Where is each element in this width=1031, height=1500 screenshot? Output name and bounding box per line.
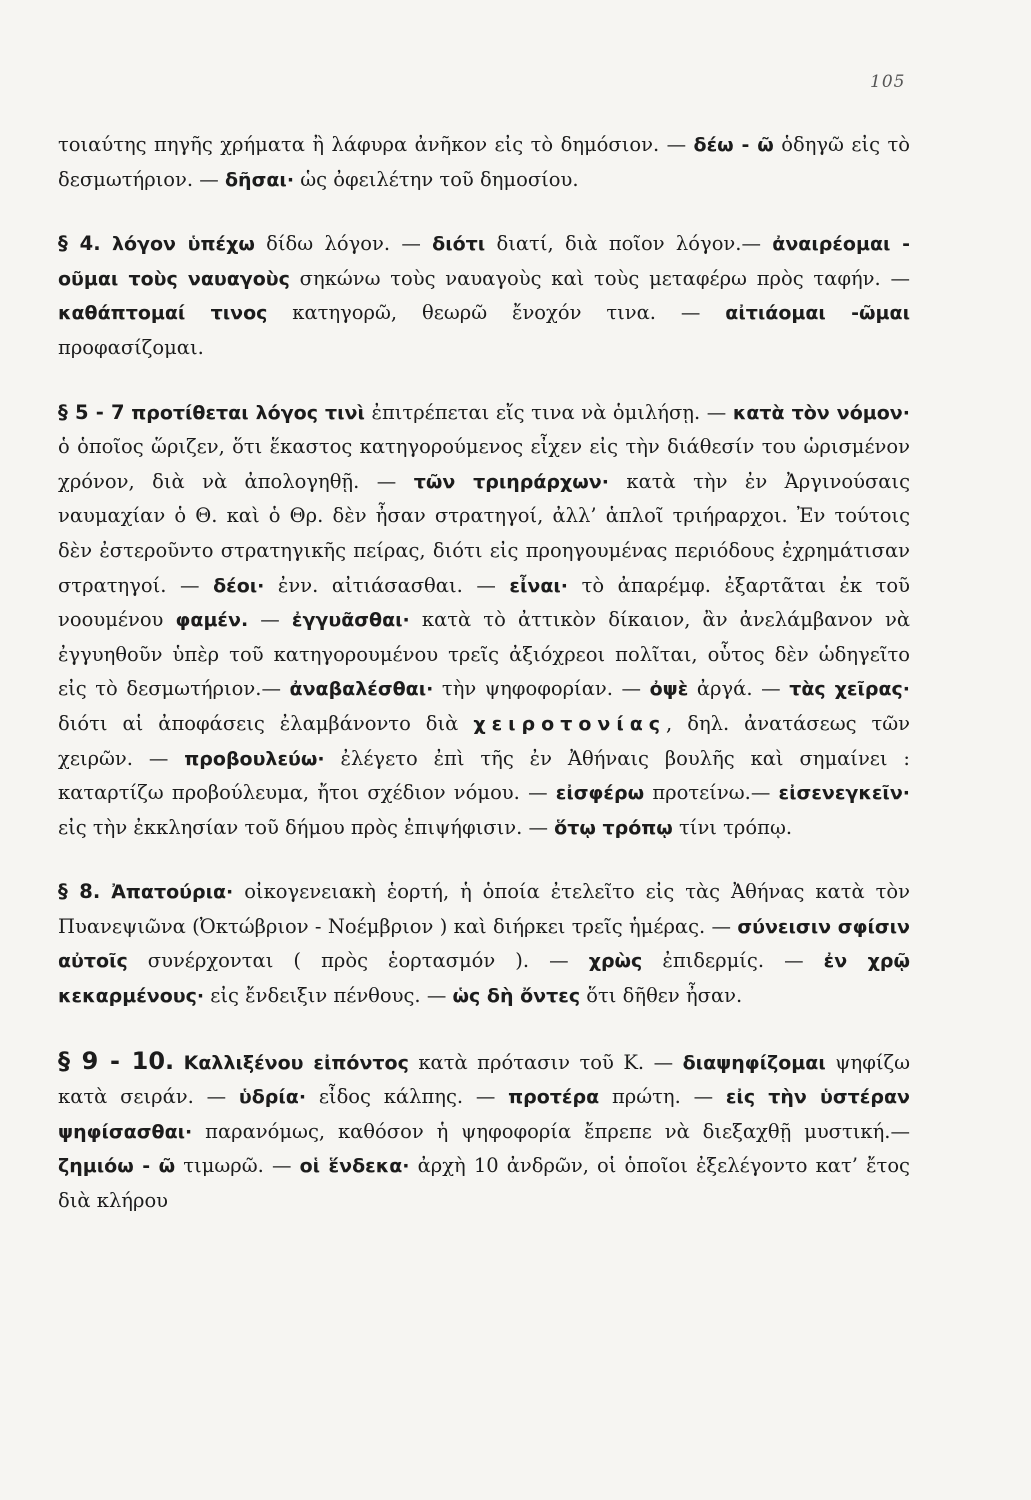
text-run: πρώτη. — [599, 1085, 726, 1109]
text-run: προτείνω.— [644, 781, 779, 805]
text-run: διατί, διὰ ποῖον λόγον.— [485, 232, 773, 256]
text-run: ψηφίζω κατὰ σειράν. — [58, 1050, 910, 1109]
lemma: ἀναιρέομαι - οῦμαι τοὺς ναυαγοὺς [58, 233, 911, 290]
lemma: καθάπτομαί τινος [58, 302, 268, 325]
lemma: προβουλεύω· [184, 747, 325, 770]
text-run: ἐπιτρέπεται εἴς τινα νὰ ὁμιλήσῃ. — [364, 400, 733, 424]
section-marker: § 4. [58, 232, 101, 256]
lemma: τῶν τριηράρχων· [413, 470, 609, 493]
text-run: τίνι τρόπῳ. [672, 815, 793, 839]
text-run: παρανόμως, καθόσον ἡ ψηφοφορία ἔπρεπε νὰ διεξαχθῇ μυστική.— [192, 1119, 910, 1143]
text-run: συνέρχονται ( πρὸς ἑορτασμόν ). — [127, 949, 589, 973]
text-run: ὁ ὁποῖος ὥριζεν, ὅτι ἕκαστος κατηγορούμενος εἶχεν εἰς τὴν διάθεσίν του ὡρισμένον χρόνον, διὰ νὰ ἀπολογηθῇ. — [58, 435, 910, 493]
text-run: εἰς τὴν ἐκκλησίαν τοῦ δήμου πρὸς ἐπιψήφισιν. — [58, 815, 555, 839]
lemma: ἐγγυᾶσθαι· [291, 609, 410, 632]
lemma: χρὼς [588, 950, 643, 973]
lemma: διαψηφίζομαι [682, 1051, 826, 1074]
text-run: δίδω λόγον. — [254, 232, 433, 256]
lemma: φαμέν. [175, 609, 249, 632]
text-run: ὡς ὀφειλέτην τοῦ δημοσίου. [294, 167, 579, 191]
lemma: ὑδρία· [238, 1086, 307, 1109]
text-run [101, 232, 112, 255]
text-run: τὸ ἀπαρέμφ. ἐξαρτᾶται ἐκ τοῦ νοουμένου [58, 573, 910, 632]
lemma: εἰσενεγκεῖν· [778, 782, 910, 805]
text-run: ἀργά. — [688, 677, 790, 701]
text-run: διότι αἱ ἀποφάσεις ἐλαμβάνοντο διὰ [58, 711, 474, 735]
text-run: κατὰ πρότασιν τοῦ Κ. — [408, 1050, 683, 1074]
lemma: οἱ ἕνδεκα· [299, 1155, 410, 1178]
paragraph-section-9-10 [58, 1044, 910, 1219]
lemma: εἶναι· [509, 574, 569, 597]
lemma: ὡς δὴ ὄντες [452, 985, 581, 1008]
text-run [100, 880, 111, 903]
lemma: ὀψὲ [649, 678, 689, 701]
paragraph-section-8 [58, 875, 910, 1013]
lemma: εἰς τὴν ὑστέραν ψηφίσασθαι· [58, 1086, 910, 1143]
lemma: σύνεισιν σφίσιν αὐτοῖς [58, 915, 910, 973]
lemma: Ἀπατούρια· [111, 881, 234, 904]
text-run: τὴν ψηφοφορίαν. — [433, 677, 650, 701]
text-run: ἀρχὴ 10 ἀνδρῶν, οἱ ὁποῖοι ἐξελέγοντο κατ’ ἔτος διὰ κλήρου [58, 1154, 910, 1213]
text-run: , δηλ. ἀνατάσεως τῶν χειρῶν. — [58, 711, 911, 770]
lemma: Καλλιξένου εἰπόντος [183, 1051, 409, 1074]
spaced-term: χειροτονίας [473, 712, 667, 735]
text-run: ἐνν. αἰτιάσασθαι. — [264, 573, 510, 597]
lemma: εἰσφέρω [555, 782, 645, 805]
text-run: προφασίζομαι. [58, 335, 204, 359]
section-marker: § 9 - 10. [58, 1046, 175, 1075]
lemma: ἀναβαλέσθαι· [289, 678, 434, 701]
text-run: τοιαύτης πηγῆς χρήματα ἢ λάφυρα ἀνῆκον εἰς τὸ δημόσιον. — [58, 133, 694, 156]
paragraph-section-4 [58, 227, 910, 365]
paragraph-section-5-7 [58, 396, 910, 846]
page-number: 105 [870, 72, 906, 92]
lemma: δέω - ῶ [693, 134, 774, 156]
lemma: προτέρα [508, 1086, 600, 1109]
text-run [174, 1051, 184, 1074]
lemma: δῆσαι· [225, 168, 295, 191]
text-run: εἶδος κάλπης. — [306, 1085, 509, 1109]
lemma: τὰς χεῖρας· [789, 678, 910, 701]
lemma: διότι [432, 233, 486, 256]
lemma: προτίθεται λόγος τινὶ [131, 401, 365, 424]
lemma: λόγον ὑπέχω [111, 233, 255, 256]
text-run: ὁδηγῶ εἰς τὸ δεσμωτήριον. — [58, 133, 911, 191]
text-run: ὅτι δῆθεν ἦσαν. [580, 984, 743, 1008]
text-run: ἐπιδερμίς. — [642, 949, 824, 973]
section-marker: § 5 - 7 [58, 400, 125, 424]
lemma: ζημιόω - ῶ [58, 1155, 176, 1178]
lemma: κατὰ τὸν νόμον· [732, 401, 910, 424]
text-run: ἐλέγετο ἐπὶ τῆς ἐν Ἀθήναις βουλῆς καὶ σημαίνει : καταρτίζω προβούλευμα, ἤτοι σχέδιον νόμου. — [58, 746, 910, 805]
lemma: ἐν χρῷ κεκαρμένους· [58, 950, 910, 1008]
text-run: σηκώνω τοὺς ναυαγοὺς καὶ τοὺς μεταφέρω πρὸς ταφήν. — [289, 266, 910, 290]
text-run: κατηγορῶ, θεωρῶ ἔνοχόν τινα. — [267, 301, 726, 325]
text-run: οἰκογενειακὴ ἑορτή, ἡ ὁποία ἐτελεῖτο εἰς τὰς Ἀθήνας κατὰ τὸν Πυανεψιῶνα (Ὀκτώβριον - Νοέμβριον ) καὶ διήρκει τρεῖς ἡμέρας. — [58, 880, 911, 938]
text-run: εἰς ἔνδειξιν πένθους. — [204, 984, 453, 1008]
section-marker: § 8. [58, 880, 101, 904]
paragraph-intro [58, 128, 910, 197]
text-run: κατὰ τὸ ἀττικὸν δίκαιον, ἂν ἀνελάμβανον νὰ ἐγγυηθοῦν ὑπὲρ τοῦ κατηγορουμένου τρεῖς ἀξιόχρεοι πολῖται, οὗτος δὲν ὡδηγεῖτο εἰς τὸ δεσμωτήριον.— [58, 608, 910, 701]
lemma: δέοι· [213, 574, 265, 597]
lemma: ὅτῳ τρόπῳ [554, 816, 673, 839]
text-run: τιμωρῶ. — [175, 1154, 300, 1178]
page-body [58, 128, 910, 1219]
text-run: κατὰ τὴν ἐν Ἀργινούσαις ναυμαχίαν ὁ Θ. καὶ ὁ Θρ. δὲν ἦσαν στρατηγοί, ἀλλ’ ἁπλοῖ τριήραρχοι. Ἐν τούτοις δὲν ἐστεροῦντο στρατηγικῆς πείρας, διότι εἰς προηγουμένας περιόδους ἐχρημάτισαν στρατηγοί. — [58, 469, 910, 597]
text-run: — [248, 608, 292, 632]
lemma: αἰτιάομαι -ῶμαι [725, 302, 910, 325]
